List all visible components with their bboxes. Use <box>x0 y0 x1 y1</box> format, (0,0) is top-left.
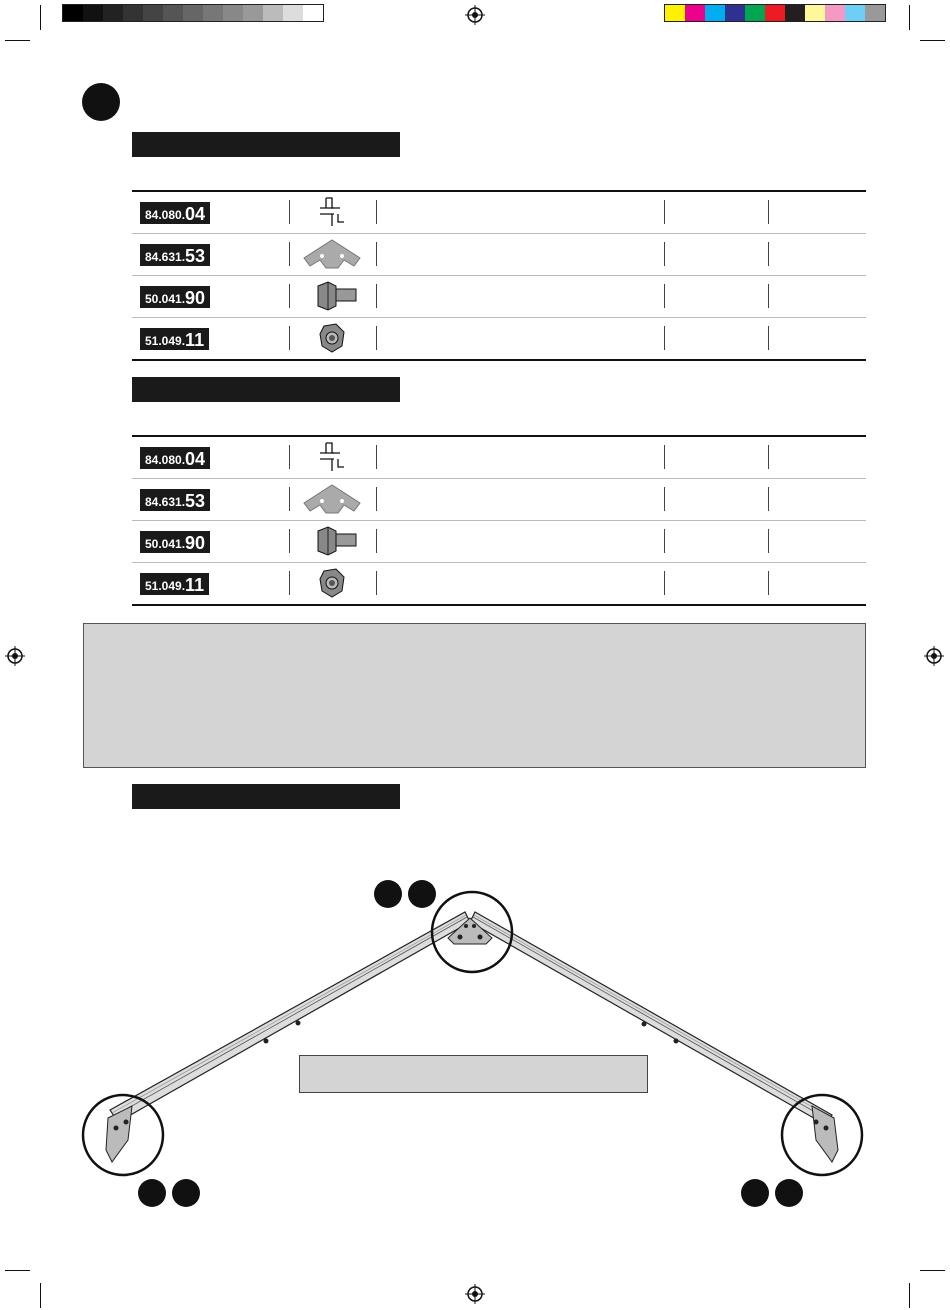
color-swatch <box>123 5 143 21</box>
part-code-suffix: 04 <box>185 449 206 469</box>
part-code-prefix: 84.631. <box>145 250 186 264</box>
callout-dot <box>172 1179 200 1207</box>
part-code-prefix: 84.080. <box>145 453 186 467</box>
column-divider <box>768 571 769 595</box>
part-code-suffix: 11 <box>185 575 205 595</box>
profile-icon <box>292 194 372 230</box>
color-swatch <box>143 5 163 21</box>
column-divider <box>376 326 377 350</box>
diagram-label-box <box>299 1055 648 1093</box>
column-divider <box>768 284 769 308</box>
column-divider <box>289 284 290 308</box>
column-divider <box>768 200 769 224</box>
column-divider <box>376 571 377 595</box>
column-divider <box>664 242 665 266</box>
part-code-suffix: 90 <box>185 533 206 553</box>
callout-dot <box>374 880 402 908</box>
column-divider <box>664 326 665 350</box>
part-code-label <box>140 328 209 350</box>
color-swatch <box>725 5 745 21</box>
color-swatch <box>665 5 685 21</box>
color-swatch <box>865 5 885 21</box>
color-swatch <box>203 5 223 21</box>
column-divider <box>664 487 665 511</box>
section-c-title-bar <box>132 784 400 809</box>
column-divider <box>768 326 769 350</box>
registration-mark-left <box>5 646 25 666</box>
truss-assembly-diagram <box>0 860 950 1220</box>
column-divider <box>376 445 377 469</box>
parts-table-b <box>132 435 866 606</box>
column-divider <box>376 529 377 553</box>
part-row <box>132 563 866 604</box>
right-rafter <box>470 912 832 1125</box>
part-row <box>132 192 866 234</box>
color-swatch <box>765 5 785 21</box>
column-divider <box>376 200 377 224</box>
column-divider <box>768 242 769 266</box>
color-swatch <box>223 5 243 21</box>
color-swatch <box>303 5 323 21</box>
hex-nut-icon <box>292 320 372 356</box>
hex-bolt-icon <box>292 278 372 314</box>
color-swatch <box>103 5 123 21</box>
color-swatch <box>83 5 103 21</box>
callout-dot <box>741 1179 769 1207</box>
gusset-plate-icon <box>292 236 372 272</box>
color-swatch <box>685 5 705 21</box>
color-swatch <box>805 5 825 21</box>
column-divider <box>664 529 665 553</box>
parts-table-a <box>132 190 866 361</box>
callout-dot <box>775 1179 803 1207</box>
part-code-suffix: 53 <box>185 246 206 266</box>
column-divider <box>376 284 377 308</box>
part-code-label <box>140 531 210 553</box>
color-swatch <box>243 5 263 21</box>
callout-dot <box>408 880 436 908</box>
color-swatch <box>825 5 845 21</box>
hex-bolt-icon <box>292 523 372 559</box>
part-code-suffix: 04 <box>185 204 206 224</box>
part-code-suffix: 53 <box>185 491 206 511</box>
note-box <box>83 623 866 768</box>
column-divider <box>768 445 769 469</box>
registration-mark-right <box>924 646 944 666</box>
part-code-label <box>140 286 210 308</box>
part-code-prefix: 51.049. <box>145 579 186 593</box>
color-swatch <box>263 5 283 21</box>
section-a-title-bar <box>132 132 400 157</box>
column-divider <box>289 242 290 266</box>
part-code-label <box>140 447 210 469</box>
callout-dot <box>138 1179 166 1207</box>
column-divider <box>289 200 290 224</box>
column-divider <box>289 445 290 469</box>
part-row <box>132 276 866 318</box>
color-swatch <box>163 5 183 21</box>
column-divider <box>289 571 290 595</box>
part-code-suffix: 11 <box>185 330 205 350</box>
section-b-title-bar <box>132 377 400 402</box>
part-code-prefix: 50.041. <box>145 292 186 306</box>
part-code-prefix: 50.041. <box>145 537 186 551</box>
profile-icon <box>292 439 372 475</box>
column-divider <box>664 571 665 595</box>
column-divider <box>289 529 290 553</box>
part-row <box>132 318 866 359</box>
column-divider <box>664 445 665 469</box>
column-divider <box>768 487 769 511</box>
registration-mark-bottom <box>465 1284 485 1304</box>
color-calibration-strip <box>664 4 886 22</box>
part-code-prefix: 51.049. <box>145 334 186 348</box>
color-swatch <box>705 5 725 21</box>
column-divider <box>664 200 665 224</box>
part-code-prefix: 84.080. <box>145 208 186 222</box>
color-swatch <box>845 5 865 21</box>
part-row <box>132 437 866 479</box>
part-code-suffix: 90 <box>185 288 206 308</box>
column-divider <box>376 487 377 511</box>
part-row <box>132 479 866 521</box>
color-swatch <box>63 5 83 21</box>
grayscale-calibration-strip <box>62 4 324 22</box>
column-divider <box>289 487 290 511</box>
part-row <box>132 234 866 276</box>
column-divider <box>289 326 290 350</box>
part-code-label <box>140 244 210 266</box>
part-code-prefix: 84.631. <box>145 495 186 509</box>
color-swatch <box>183 5 203 21</box>
color-swatch <box>745 5 765 21</box>
step-number-badge <box>82 83 120 121</box>
column-divider <box>768 529 769 553</box>
registration-mark-top <box>465 5 485 25</box>
part-row <box>132 521 866 563</box>
column-divider <box>664 284 665 308</box>
hex-nut-icon <box>292 565 372 601</box>
part-code-label <box>140 202 210 224</box>
color-swatch <box>283 5 303 21</box>
gusset-plate-icon <box>292 481 372 517</box>
part-code-label <box>140 573 209 595</box>
part-code-label <box>140 489 210 511</box>
color-swatch <box>785 5 805 21</box>
column-divider <box>376 242 377 266</box>
